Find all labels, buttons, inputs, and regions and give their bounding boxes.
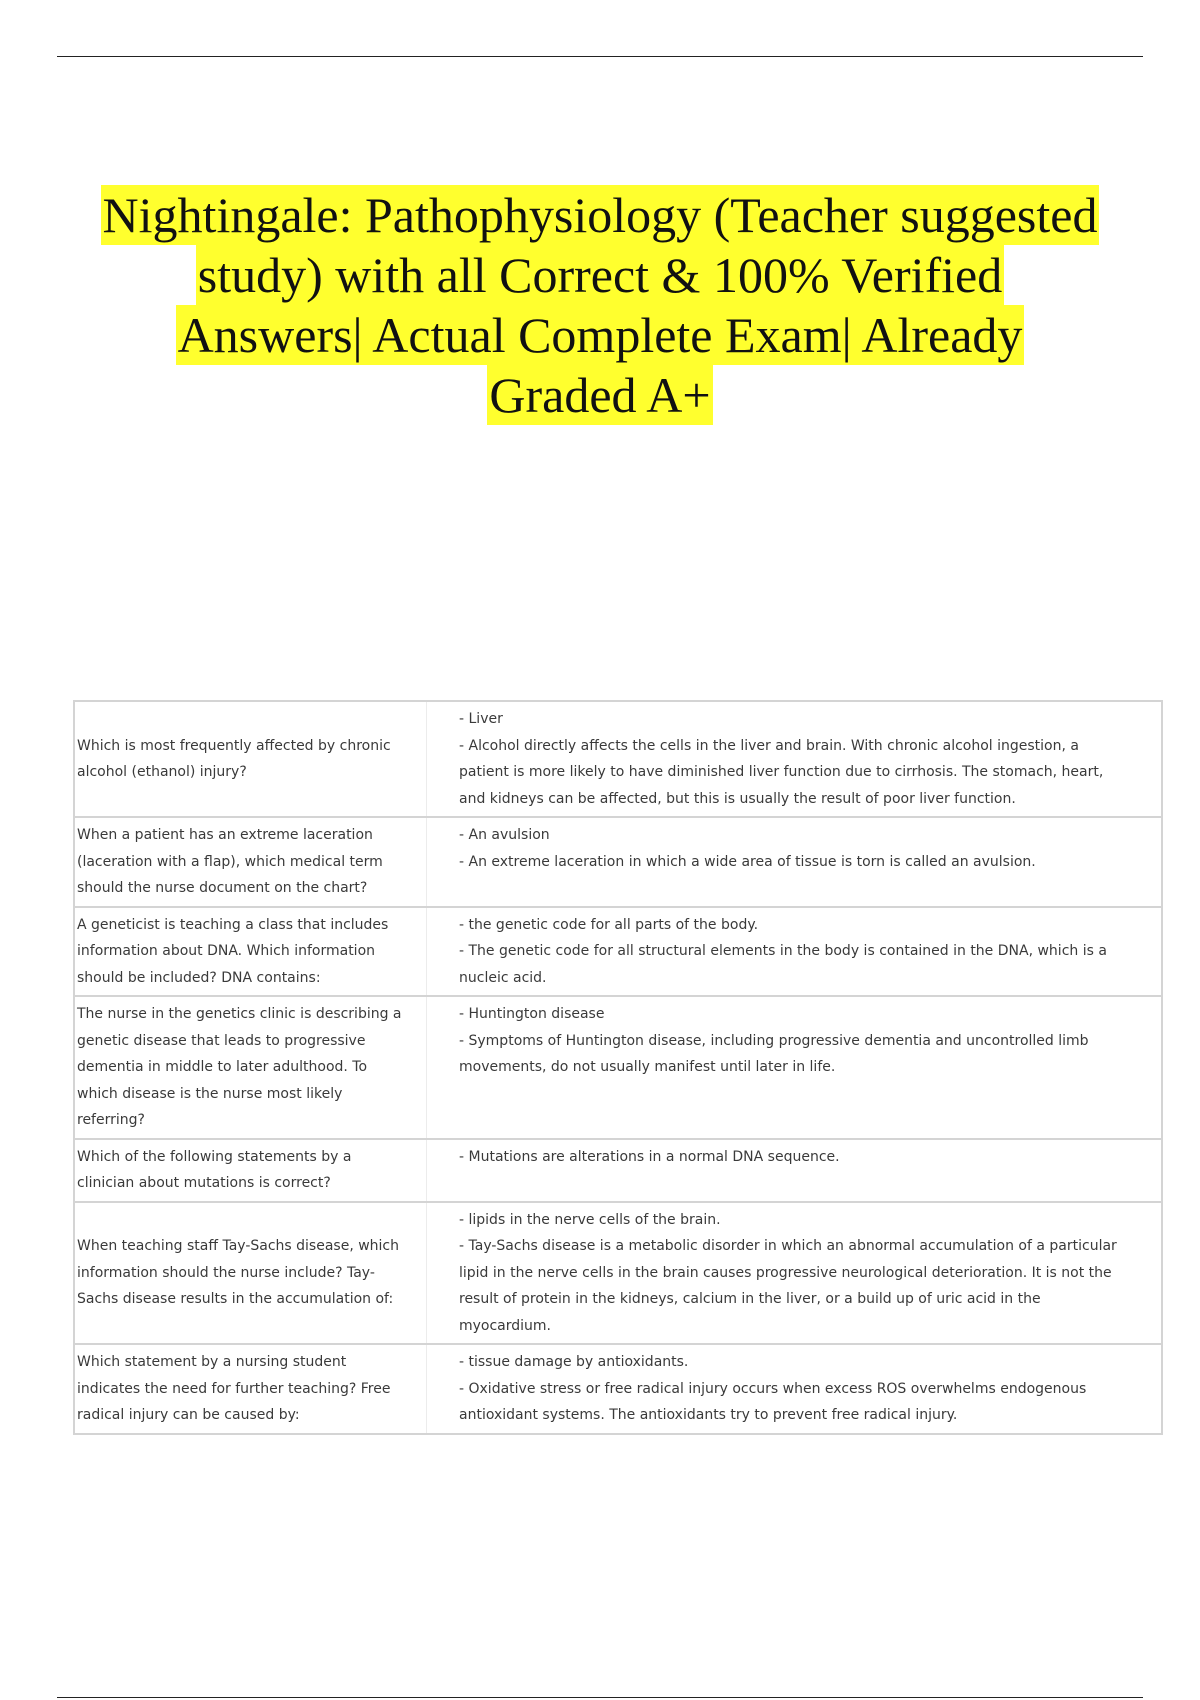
table-row — [74, 996, 1162, 1139]
answer-text: - tissue damage by antioxidants. — [459, 1354, 689, 1370]
qa-table — [73, 700, 1163, 1435]
rationale-text: - Tay-Sachs disease is a metabolic disorder in which an abnormal accumulation of a particular lipid in the nerve cells in the brain causes progressive neurological deterioration. It is not the result of protein in the kidneys, calcium in the liver, or a build up of uric acid in the myocardium. — [459, 1238, 1117, 1334]
answer-cell — [427, 1139, 1163, 1202]
rationale-text: - Symptoms of Huntington disease, including progressive dementia and uncontrolled limb movements, do not usually manifest until later in life. — [459, 1032, 1089, 1075]
table-row — [74, 1344, 1162, 1434]
rationale-text: - Oxidative stress or free radical injury occurs when excess ROS overwhelms endogenous antioxidant systems. The antioxidants try to prevent free radical injury. — [459, 1380, 1087, 1423]
question-cell: Which of the following statements by a clinician about mutations is correct? — [74, 1139, 427, 1202]
table-row — [74, 817, 1162, 907]
answer-cell — [427, 701, 1163, 817]
document-title — [100, 185, 1100, 425]
title-highlight: Nightingale: Pathophysiology (Teacher suggested study) with all Correct & 100% Verified Answers| Actual Complete Exam| Already Graded A+ — [102, 187, 1098, 423]
answer-text: - Liver — [459, 711, 503, 727]
header-rule — [57, 56, 1143, 57]
rationale-text: - Alcohol directly affects the cells in the liver and brain. With chronic alcohol ingestion, a patient is more likely to have diminished liver function due to cirrhosis. The stomach, heart, and kidneys can be affected, but this is usually the result of poor liver function. — [459, 737, 1104, 807]
answer-cell — [427, 817, 1163, 907]
answer-text: - Huntington disease — [459, 1006, 605, 1022]
answer-text: - the genetic code for all parts of the body. — [459, 916, 759, 933]
answer-text: - lipids in the nerve cells of the brain. — [459, 1211, 721, 1228]
question-cell: A geneticist is teaching a class that includes information about DNA. Which information should be included? DNA contains: — [74, 907, 427, 997]
table-row — [74, 701, 1162, 817]
answer-cell — [427, 1202, 1163, 1345]
answer-text: - Mutations are alterations in a normal DNA sequence. — [459, 1148, 840, 1165]
table-row — [74, 907, 1162, 997]
footer-rule — [57, 1697, 1143, 1698]
question-cell: When teaching staff Tay-Sachs disease, which information should the nurse include? Tay-Sachs disease results in the accumulation of: — [74, 1202, 427, 1345]
table-row — [74, 1139, 1162, 1202]
rationale-text: - The genetic code for all structural elements in the body is contained in the DNA, which is a nucleic acid. — [459, 943, 1107, 986]
question-cell: Which statement by a nursing student indicates the need for further teaching? Free radical injury can be caused by: — [74, 1344, 427, 1434]
question-cell: When a patient has an extreme laceration (laceration with a flap), which medical term should the nurse document on the chart? — [74, 817, 427, 907]
rationale-text: - An extreme laceration in which a wide area of tissue is torn is called an avulsion. — [459, 853, 1036, 870]
question-cell: The nurse in the genetics clinic is describing a genetic disease that leads to progressive dementia in middle to later adulthood. To which disease is the nurse most likely referring? — [74, 996, 427, 1139]
answer-text: - An avulsion — [459, 827, 550, 843]
answer-cell — [427, 996, 1163, 1139]
question-cell: Which is most frequently affected by chronic alcohol (ethanol) injury? — [74, 701, 427, 817]
answer-cell — [427, 907, 1163, 997]
table-row — [74, 1202, 1162, 1345]
answer-cell — [427, 1344, 1163, 1434]
